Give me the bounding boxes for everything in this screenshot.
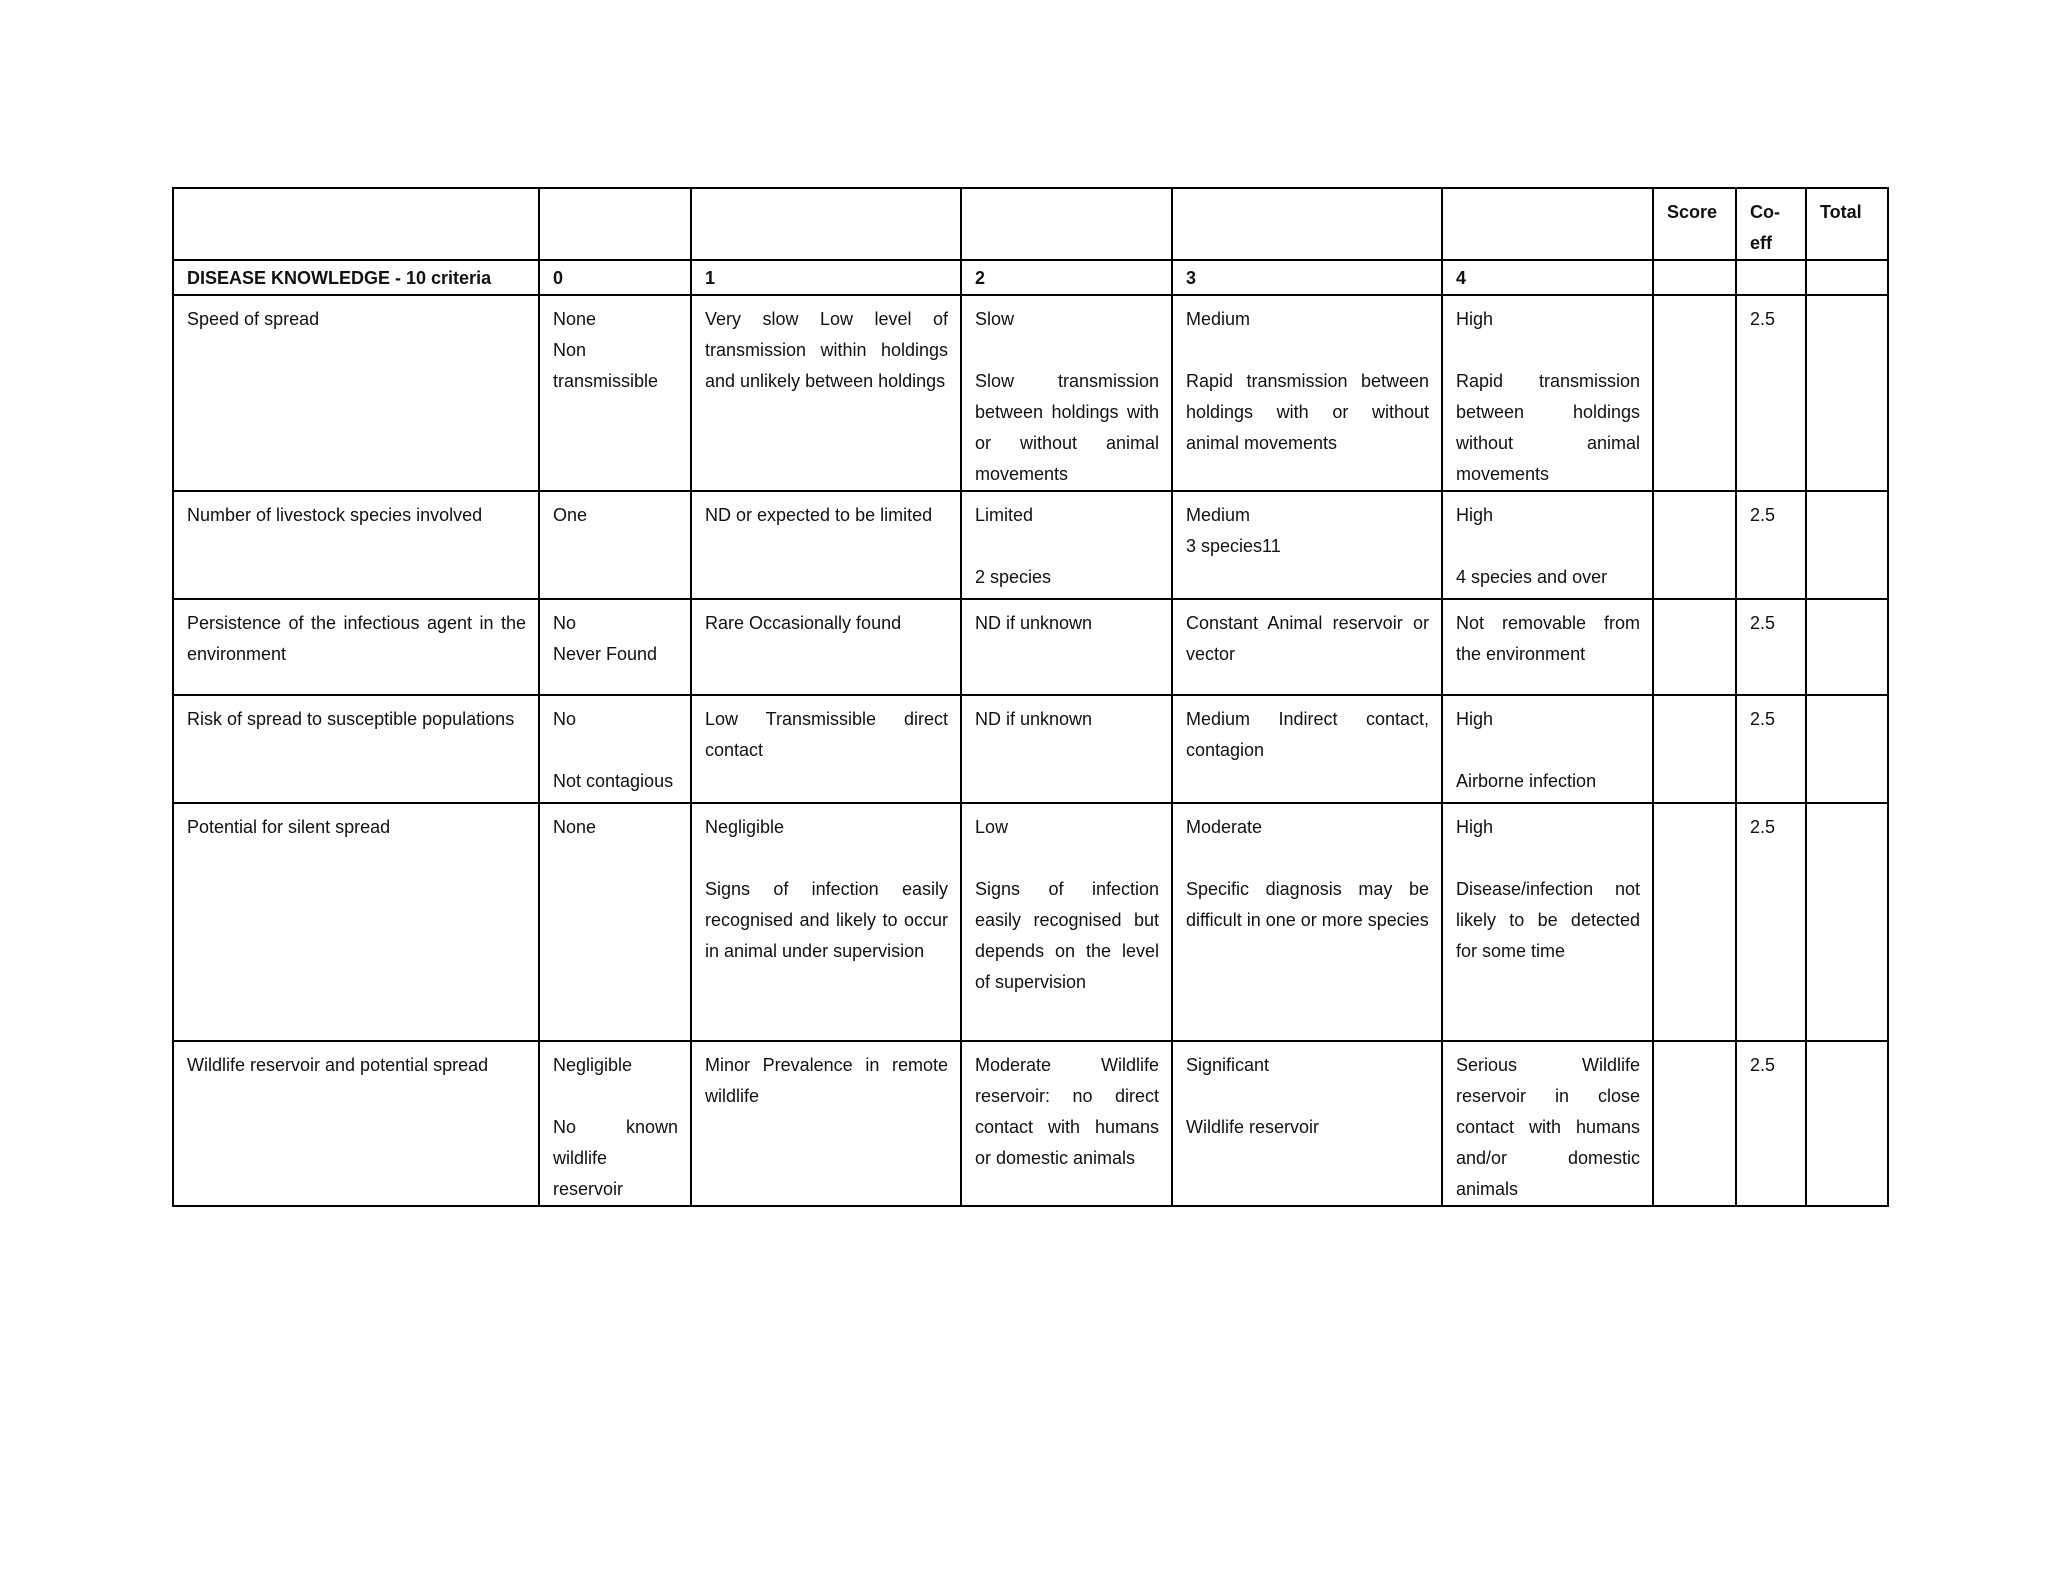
description-line: Significant (1186, 1055, 1270, 1075)
description-line: No (553, 613, 577, 633)
criteria-body (173, 295, 1888, 1206)
total-cell (1806, 491, 1888, 599)
level-4-description (1442, 695, 1653, 803)
description-line: 4 species and over (1456, 567, 1608, 587)
section-title: DISEASE KNOWLEDGE - 10 criteria (173, 260, 539, 295)
criterion-label: Persistence of the infectious agent in the environment (173, 599, 539, 695)
total-cell (1806, 260, 1888, 295)
level-1-description (691, 803, 961, 1041)
total-cell (1806, 599, 1888, 695)
total-cell (1806, 803, 1888, 1041)
score-cell (1653, 1041, 1736, 1206)
line-spacer (553, 735, 678, 766)
description-line: Slow (975, 309, 1015, 329)
coeff-value: 2.5 (1736, 599, 1806, 695)
score-header: Score (1653, 188, 1736, 260)
coeff-header-line: eff (1750, 233, 1772, 253)
level-1-description (691, 295, 961, 491)
level-0-description (539, 803, 691, 1041)
level-2-description (961, 491, 1172, 599)
table-row (173, 1041, 1888, 1206)
description-line: High (1456, 505, 1494, 525)
description-line: Never Found (553, 644, 658, 664)
table-row (173, 295, 1888, 491)
description-line: Moderate Wildlife reservoir: no direct contact with humans or domestic animals (975, 1055, 1159, 1168)
description-line: High (1456, 309, 1494, 329)
line-spacer (975, 531, 1159, 562)
table-row (173, 695, 1888, 803)
level-3-description (1172, 599, 1442, 695)
level-3-description (1172, 803, 1442, 1041)
line-spacer (1456, 531, 1640, 562)
description-line: Not removable from the environment (1456, 613, 1640, 664)
level-4-description (1442, 295, 1653, 491)
level-4-description (1442, 599, 1653, 695)
total-cell (1806, 1041, 1888, 1206)
header-cell-blank (961, 188, 1172, 260)
level-0-description (539, 695, 691, 803)
disease-knowledge-table (172, 187, 1889, 1207)
description-line: Specific diagnosis may be difficult in one or more species (1186, 879, 1429, 930)
description-line: Minor Prevalence in remote wildlife (705, 1055, 948, 1106)
description-line: Rapid transmission between holdings with or without animal movements (1186, 371, 1429, 453)
total-cell (1806, 295, 1888, 491)
line-spacer (553, 1081, 678, 1112)
level-2-description (961, 295, 1172, 491)
description-line: Medium (1186, 505, 1251, 525)
level-3-description (1172, 295, 1442, 491)
description-line: Not contagious (553, 771, 674, 791)
level-3-description (1172, 491, 1442, 599)
criterion-label: Number of livestock species involved (173, 491, 539, 599)
level-2-description (961, 695, 1172, 803)
score-cell (1653, 599, 1736, 695)
description-line: One (553, 505, 588, 525)
criterion-label: Wildlife reservoir and potential spread (173, 1041, 539, 1206)
line-spacer (705, 843, 948, 874)
level-3-description (1172, 695, 1442, 803)
description-line: Negligible (553, 1055, 633, 1075)
description-line: No known wildlife reservoir (553, 1117, 678, 1199)
table-row (173, 491, 1888, 599)
description-line: Constant Animal reservoir or vector (1186, 613, 1429, 664)
level-header: 2 (961, 260, 1172, 295)
description-line: Rare Occasionally found (705, 613, 902, 633)
coeff-value: 2.5 (1736, 491, 1806, 599)
description-line: Negligible (705, 817, 785, 837)
description-line: Non transmissible (553, 340, 659, 391)
score-cell (1653, 295, 1736, 491)
description-line: Low (975, 817, 1009, 837)
criterion-label: Risk of spread to susceptible populations (173, 695, 539, 803)
coeff-value: 2.5 (1736, 295, 1806, 491)
line-spacer (1456, 735, 1640, 766)
level-0-description (539, 491, 691, 599)
description-line: Disease/infection not likely to be detected for some time (1456, 879, 1640, 961)
level-1-description (691, 599, 961, 695)
description-line: None (553, 817, 597, 837)
level-0-description (539, 599, 691, 695)
level-2-description (961, 803, 1172, 1041)
level-header: 4 (1442, 260, 1653, 295)
description-line: Medium Indirect contact, contagion (1186, 709, 1429, 760)
description-line: ND if unknown (975, 613, 1093, 633)
level-4-description (1442, 803, 1653, 1041)
header-cell-blank (1442, 188, 1653, 260)
line-spacer (975, 843, 1159, 874)
level-2-description (961, 599, 1172, 695)
description-line: Limited (975, 505, 1034, 525)
level-4-description (1442, 1041, 1653, 1206)
criterion-label: Speed of spread (173, 295, 539, 491)
coeff-value: 2.5 (1736, 695, 1806, 803)
level-header: 1 (691, 260, 961, 295)
total-cell (1806, 695, 1888, 803)
coeff-value: 2.5 (1736, 803, 1806, 1041)
table-header-row (173, 188, 1888, 260)
total-header: Total (1806, 188, 1888, 260)
description-line: Signs of infection easily recognised but depends on the level of supervision (975, 879, 1159, 992)
line-spacer (1186, 335, 1429, 366)
description-line: 2 species (975, 567, 1052, 587)
line-spacer (975, 335, 1159, 366)
description-line: Rapid transmission between holdings without animal movements (1456, 371, 1640, 484)
coeff-header-line: Co- (1750, 202, 1780, 222)
description-line: Medium (1186, 309, 1251, 329)
level-4-description (1442, 491, 1653, 599)
level-3-description (1172, 1041, 1442, 1206)
table-row (173, 803, 1888, 1041)
level-0-description (539, 1041, 691, 1206)
level-1-description (691, 695, 961, 803)
score-cell (1653, 491, 1736, 599)
description-line: Serious Wildlife reservoir in close contact with humans and/or domestic animals (1456, 1055, 1640, 1199)
description-line: 3 species11 (1186, 536, 1281, 556)
score-cell (1653, 695, 1736, 803)
section-header-row (173, 260, 1888, 295)
coeff-cell (1736, 260, 1806, 295)
line-spacer (1456, 335, 1640, 366)
description-line: ND or expected to be limited (705, 505, 933, 525)
description-line: High (1456, 817, 1494, 837)
line-spacer (1186, 1081, 1429, 1112)
criterion-label: Potential for silent spread (173, 803, 539, 1041)
description-line: None (553, 309, 597, 329)
level-1-description (691, 1041, 961, 1206)
header-cell-blank (691, 188, 961, 260)
description-line: ND if unknown (975, 709, 1093, 729)
level-1-description (691, 491, 961, 599)
level-header: 3 (1172, 260, 1442, 295)
score-cell (1653, 803, 1736, 1041)
score-cell (1653, 260, 1736, 295)
level-header: 0 (539, 260, 691, 295)
header-cell-blank (539, 188, 691, 260)
description-line: No (553, 709, 577, 729)
description-line: Low Transmissible direct contact (705, 709, 948, 760)
table-row (173, 599, 1888, 695)
level-0-description (539, 295, 691, 491)
coeff-value: 2.5 (1736, 1041, 1806, 1206)
description-line: Moderate (1186, 817, 1263, 837)
line-spacer (1456, 843, 1640, 874)
coeff-header (1736, 188, 1806, 260)
description-line: Airborne infection (1456, 771, 1597, 791)
description-line: Slow transmission between holdings with or without animal movements (975, 371, 1159, 484)
level-2-description (961, 1041, 1172, 1206)
description-line: Very slow Low level of transmission within holdings and unlikely between holdings (705, 309, 948, 391)
header-cell-blank (173, 188, 539, 260)
description-line: Signs of infection easily recognised and likely to occur in animal under supervision (705, 879, 948, 961)
header-cell-blank (1172, 188, 1442, 260)
description-line: Wildlife reservoir (1186, 1117, 1320, 1137)
line-spacer (1186, 843, 1429, 874)
description-line: High (1456, 709, 1494, 729)
